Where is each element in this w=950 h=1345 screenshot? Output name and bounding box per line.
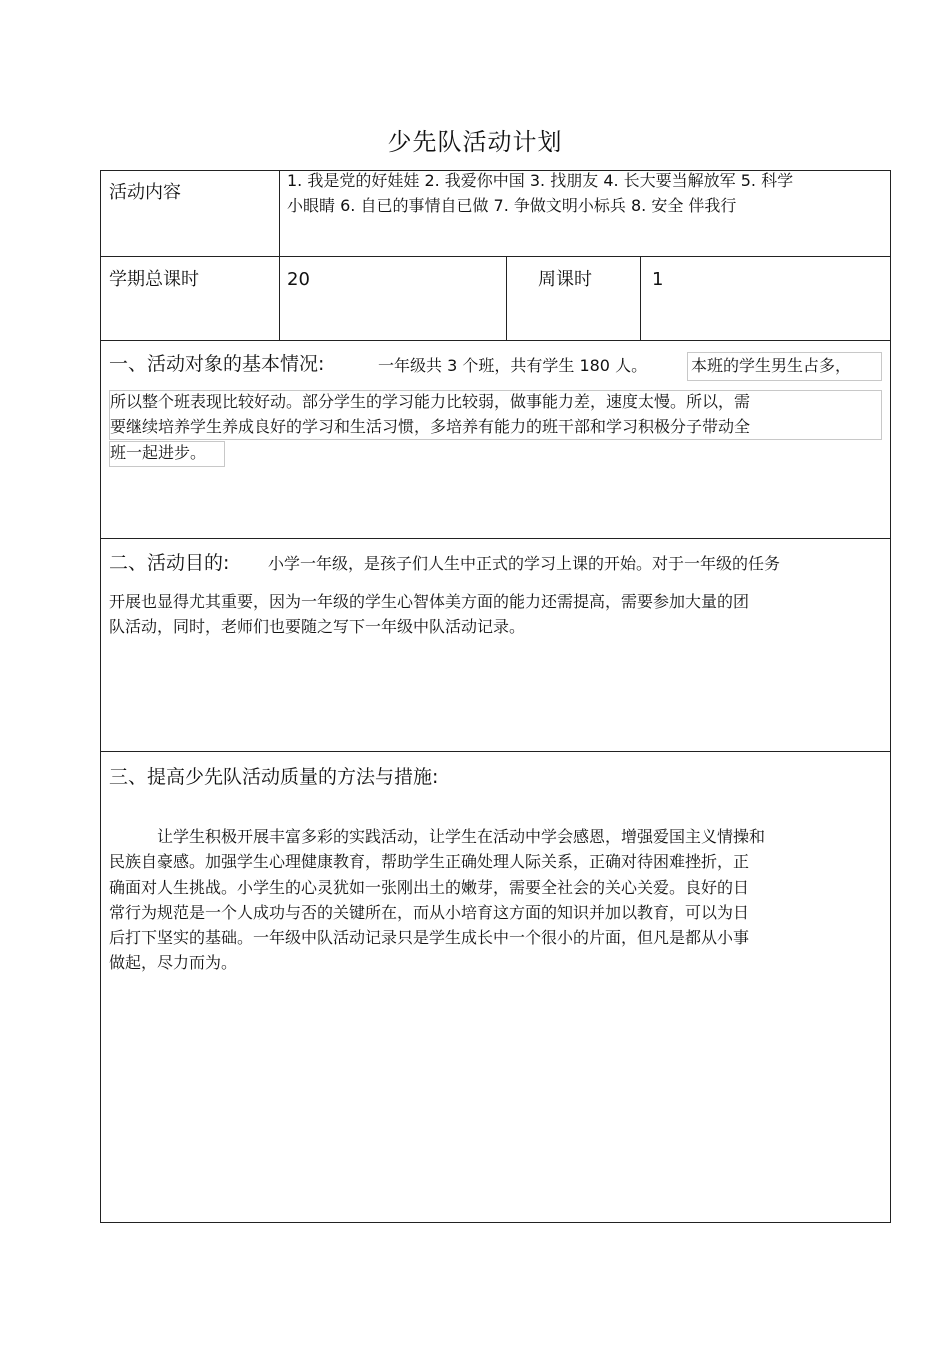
plan-table (100, 170, 891, 1223)
row-divider (100, 256, 891, 257)
row-divider (100, 751, 891, 752)
section3-line: 做起，尽力而为。 (109, 953, 238, 972)
section3-line: 确面对人生挑战。小学生的心灵犹如一张刚出土的嫩芽，需要全社会的关心关爱。良好的日 (109, 878, 750, 897)
section2-heading: 二、活动目的: (109, 552, 230, 574)
weekly-hours-label: 周课时 (538, 269, 592, 290)
section1-line: 要继续培养学生养成良好的学习和生活习惯，多培养有能力的班干部和学习积极分子带动全 (110, 417, 751, 436)
section3-line: 常行为规范是一个人成功与否的关键所在，而从小培育这方面的知识并加以教育，可以为日 (109, 903, 750, 922)
total-hours-value: 20 (287, 269, 310, 290)
document-title: 少先队活动计划 (387, 128, 563, 156)
section1-line: 班一起进步。 (110, 443, 207, 462)
activity-content-line: 小眼睛 6. 自已的事情自已做 7. 争做文明小标兵 8. 安全 伴我行 (287, 196, 737, 215)
weekly-hours-value: 1 (652, 269, 664, 290)
section2-line: 开展也显得尤其重要，因为一年级的学生心智体美方面的能力还需提高，需要参加大量的团 (109, 592, 750, 611)
column-divider (640, 256, 641, 341)
total-hours-label: 学期总课时 (109, 269, 199, 290)
section3-line: 让学生积极开展丰富多彩的实践活动，让学生在活动中学会感恩，增强爱国主义情操和 (157, 827, 766, 846)
section2-line: 队活动，同时，老师们也要随之写下一年级中队活动记录。 (109, 617, 526, 636)
section2-line: 小学一年级，是孩子们人生中正式的学习上课的开始。对于一年级的任务 (268, 554, 781, 573)
activity-content-line: 1. 我是党的好娃娃 2. 我爱你中国 3. 找朋友 4. 长大要当解放军 5. 科学 (287, 171, 794, 190)
row-divider (100, 340, 891, 341)
section3-line: 民族自豪感。加强学生心理健康教育，帮助学生正确处理人际关系，正确对待困难挫折，正 (109, 852, 750, 871)
row-divider (100, 538, 891, 539)
section1-line: 一年级共 3 个班，共有学生 180 人。 (378, 356, 648, 375)
section3-line: 后打下坚实的基础。一年级中队活动记录只是学生成长中一个很小的片面，但凡是都从小事 (109, 928, 750, 947)
section3-heading: 三、提高少先队活动质量的方法与措施: (109, 766, 439, 788)
section1-line: 本班的学生男生占多， (691, 356, 852, 375)
column-divider (506, 256, 507, 341)
section1-line: 所以整个班表现比较好动。部分学生的学习能力比较弱，做事能力差，速度太慢。所以，需 (110, 392, 751, 411)
activity-content-label: 活动内容 (109, 182, 181, 203)
column-divider (279, 170, 280, 341)
section1-heading: 一、活动对象的基本情况: (109, 353, 325, 375)
